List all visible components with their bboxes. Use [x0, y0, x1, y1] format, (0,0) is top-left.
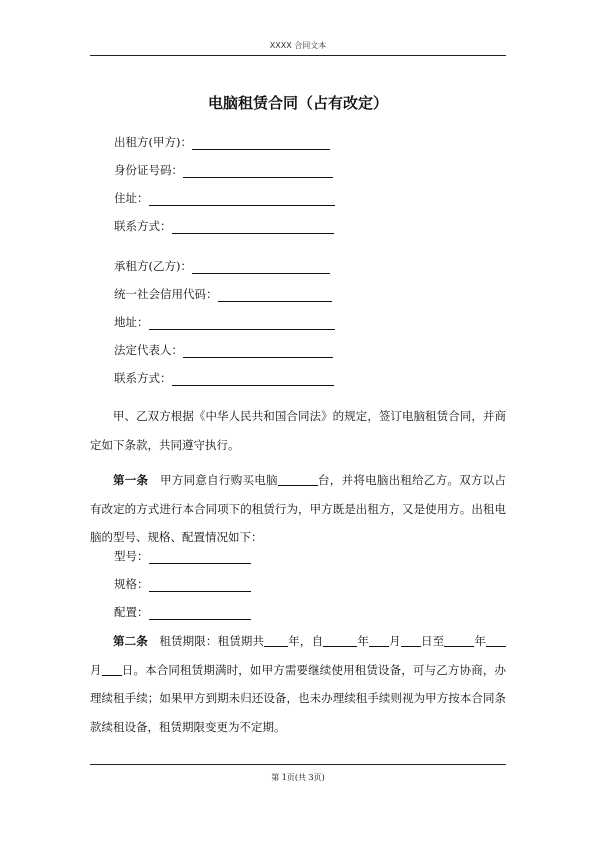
- article-1-text-b: 台，并将电脑出租给乙方。双方以占有改定的方式进行本合同项下的租赁行为，甲方既是出租方，又是使用方。出租电脑的型号、规格、配置情况如下：: [90, 473, 507, 544]
- lessor-id-field: [114, 162, 333, 178]
- header-divider: [90, 55, 506, 56]
- end-year-blank[interactable]: [444, 634, 474, 647]
- article-2-text-3: 年: [357, 634, 370, 648]
- footer-divider: [90, 764, 506, 765]
- article-2-paragraph: [90, 627, 506, 741]
- model-label: 型号：: [114, 549, 149, 563]
- spec-blank[interactable]: [149, 579, 251, 592]
- page-header: XXXX 合同文本: [269, 41, 327, 50]
- model-field: [114, 548, 251, 564]
- article-2-text-6: 年: [474, 634, 487, 648]
- article-1-text-a: 甲方同意自行购买电脑: [160, 473, 278, 487]
- config-label: 配置：: [114, 605, 149, 619]
- article-2-text-4: 月: [389, 634, 401, 648]
- end-day-blank[interactable]: [102, 663, 122, 676]
- start-year-blank[interactable]: [323, 634, 357, 647]
- lessee-address-field: [114, 314, 335, 330]
- article-2-text-5: 日至: [420, 634, 445, 648]
- lessee-credit-code-label: 统一社会信用代码：: [114, 287, 218, 301]
- lessee-rep-blank[interactable]: [183, 345, 333, 358]
- start-month-blank[interactable]: [369, 634, 389, 647]
- lessor-contact-label: 联系方式：: [114, 219, 172, 233]
- contract-title: 电脑租赁合同（占有改定）: [207, 94, 388, 112]
- lessee-rep-field: [114, 342, 333, 358]
- config-blank[interactable]: [149, 607, 251, 620]
- article-2-text-1: 租赁期限：租赁期共: [159, 634, 265, 648]
- lessee-rep-label: 法定代表人：: [114, 343, 183, 357]
- article-2-heading: 第二条: [113, 634, 148, 648]
- lessee-credit-code-blank[interactable]: [218, 289, 332, 302]
- lessor-id-label: 身份证号码：: [114, 163, 183, 177]
- article-1-paragraph: [90, 466, 506, 552]
- lessor-contact-blank[interactable]: [172, 221, 334, 234]
- spec-field: [114, 576, 251, 592]
- lessee-contact-blank[interactable]: [172, 373, 334, 386]
- lessor-address-field: [114, 190, 335, 206]
- lessor-id-blank[interactable]: [183, 165, 333, 178]
- model-blank[interactable]: [149, 551, 251, 564]
- lessee-contact-field: [114, 370, 334, 386]
- lessee-contact-label: 联系方式：: [114, 371, 172, 385]
- end-month-blank[interactable]: [486, 634, 506, 647]
- lessor-address-blank[interactable]: [149, 193, 335, 206]
- lessee-credit-code-field: [114, 286, 332, 302]
- lessor-name-label: 出租方(甲方)：: [114, 135, 192, 149]
- lessor-name-blank[interactable]: [192, 137, 330, 150]
- lessee-address-label: 地址：: [114, 315, 149, 329]
- computer-count-blank[interactable]: [278, 473, 318, 486]
- lessor-address-label: 住址：: [114, 191, 149, 205]
- article-2-text-2: 年，自: [288, 634, 324, 648]
- lessee-address-blank[interactable]: [149, 317, 335, 330]
- start-day-blank[interactable]: [401, 634, 421, 647]
- lessee-name-field: [114, 258, 330, 274]
- spec-label: 规格：: [114, 577, 149, 591]
- article-1-heading: 第一条: [113, 473, 149, 487]
- config-field: [114, 604, 251, 620]
- article-2-text-7: 月: [90, 662, 102, 677]
- lessee-name-label: 承租方(乙方)：: [114, 259, 192, 273]
- lessor-contact-field: [114, 218, 334, 234]
- page-number: 第 1页(共 3页): [271, 773, 325, 782]
- article-2-text-8: 日。本合同租赁期满时，如甲方需要继续使用租赁设备，可与乙方协商，办理续租手续；如果甲方到期未归还设备，也未办理续租手续则视为甲方按本合同条款续租设备，租赁期限变更为不定期。: [90, 662, 507, 734]
- lessee-name-blank[interactable]: [192, 261, 330, 274]
- lease-years-blank[interactable]: [264, 634, 288, 647]
- lessor-name-field: [114, 134, 330, 150]
- intro-paragraph: 甲、乙双方根据《中华人民共和国合同法》的规定，签订电脑租赁合同，并商定如下条款，共同遵守执行。: [90, 409, 506, 452]
